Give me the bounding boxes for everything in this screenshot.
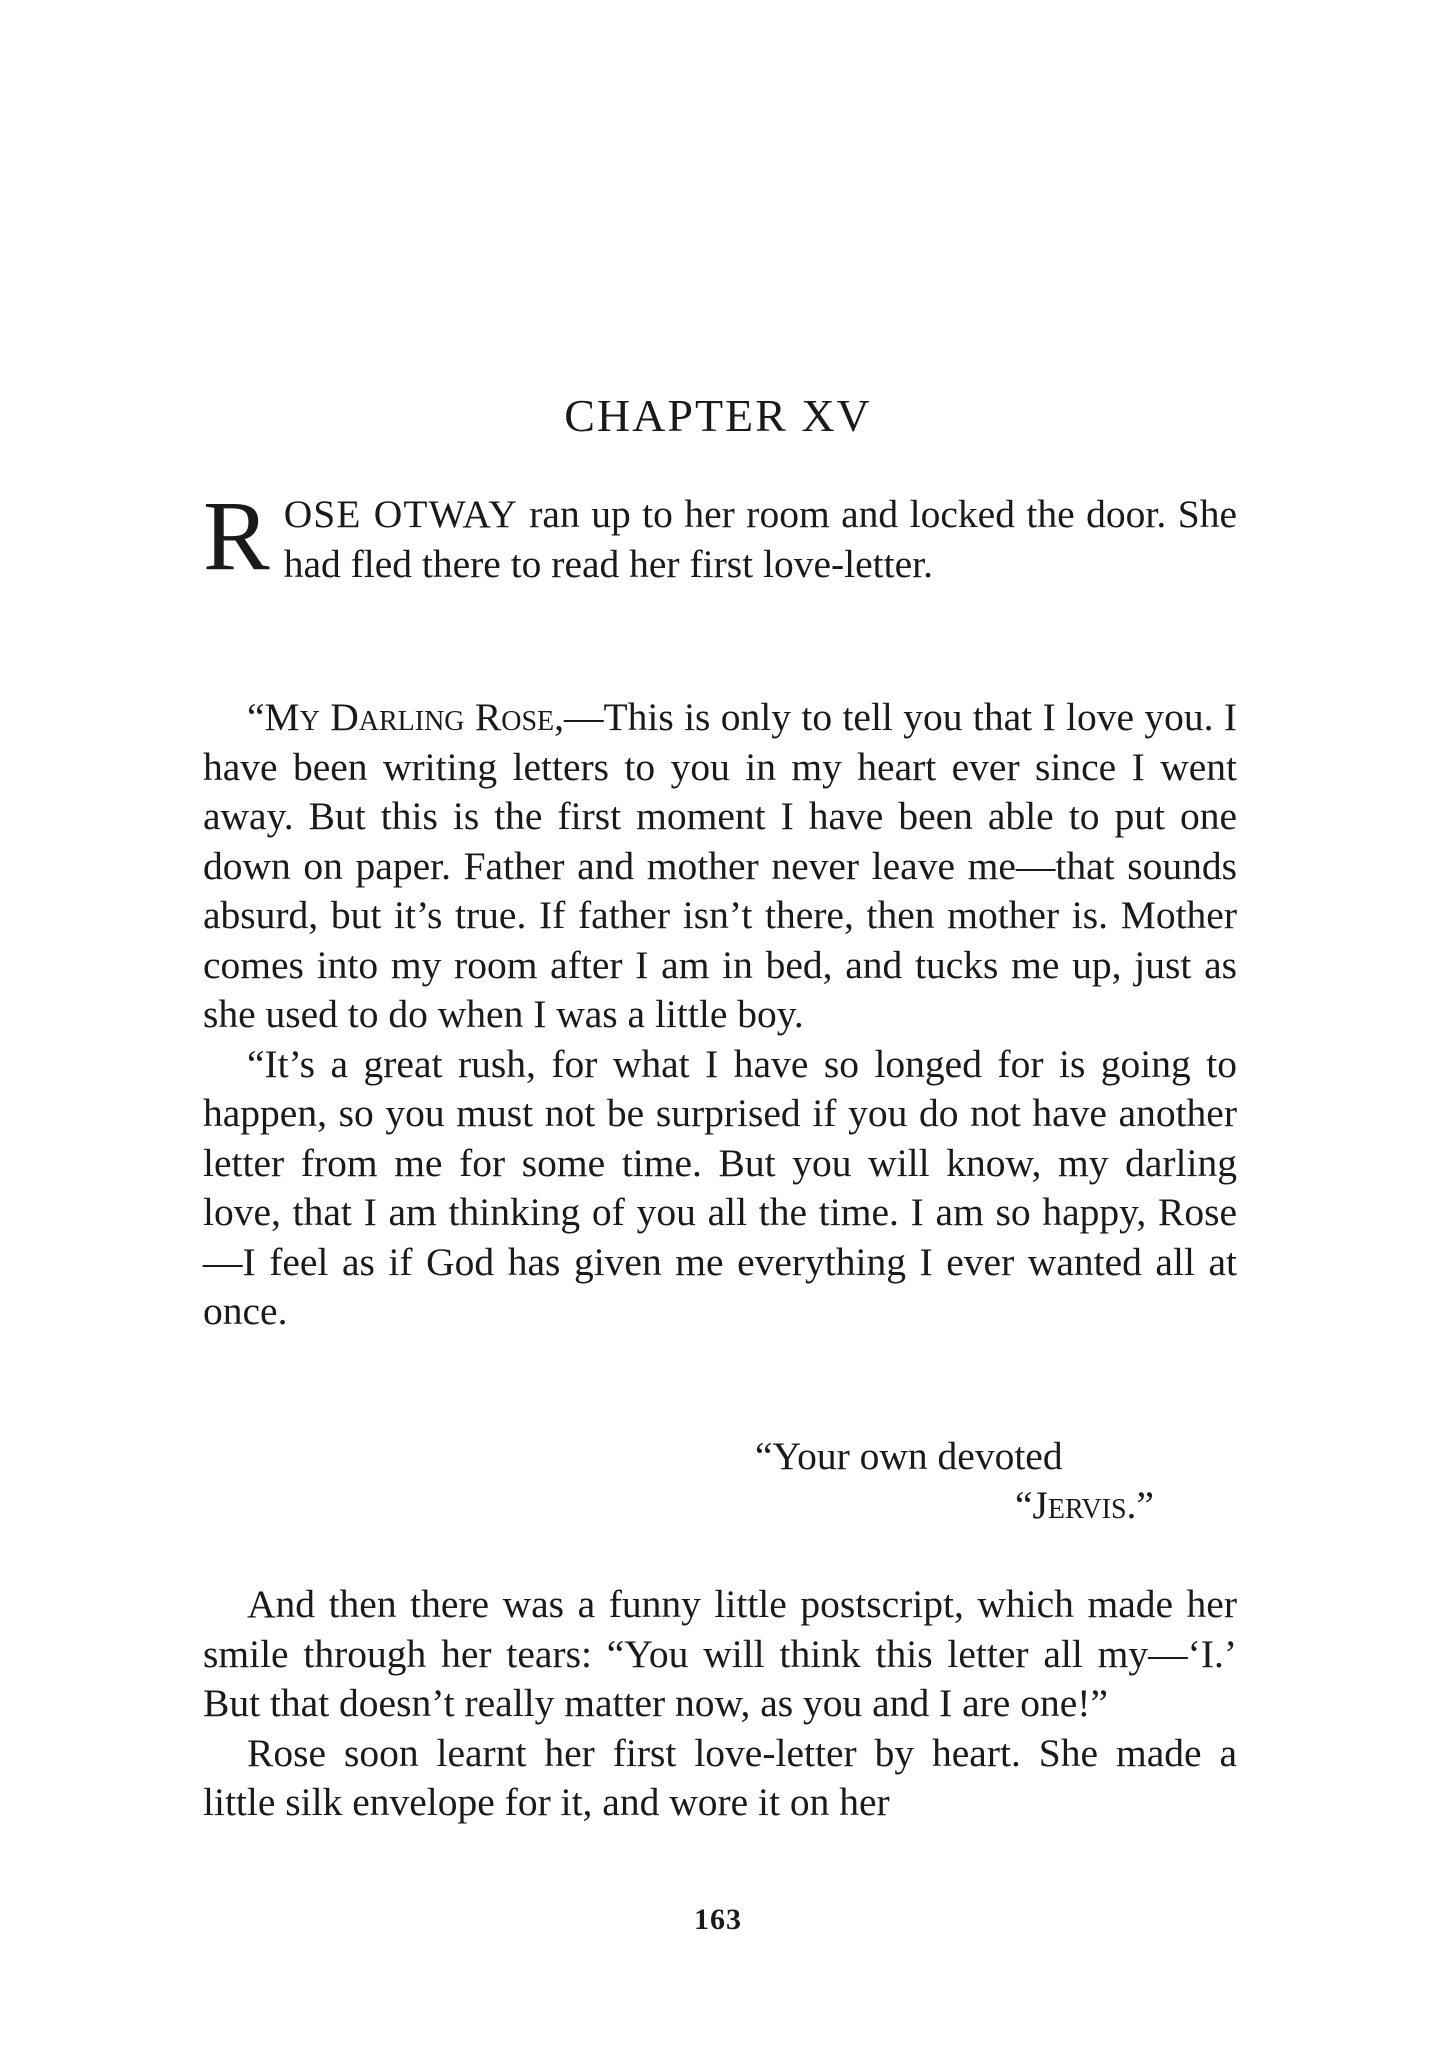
narrative-paragraph: Rose soon learnt her first love-letter by heart. She made a little silk envelope for it, and wore it on her — [203, 1730, 1237, 1824]
opening-caps: OSE OTWAY — [283, 492, 518, 536]
letter-signature: “Jervis.” — [1015, 1483, 1154, 1527]
drop-cap: R — [203, 480, 270, 591]
letter-body — [203, 693, 1237, 1337]
opening-text: ran up to her room and locked the door. She had fled there to read her first love-letter. — [283, 492, 1237, 586]
letter-paragraph — [203, 693, 1237, 1040]
narrative-body — [203, 1580, 1237, 1828]
letter-signoff: “Your own devoted — [755, 1434, 1063, 1478]
opening-paragraph — [203, 480, 1237, 591]
narrative-paragraph: And then there was a funny little postscript, which made her smile through her tears: “You will think this letter all my—‘I.’ But that doesn’t really matter now, as you and I are one!” — [203, 1582, 1237, 1725]
letter-paragraph-text: —This is only to tell you that I love you. I have been writing letters to you in my heart ever since I went away. But this is the first moment I have been able to put one down on paper. Father and mother never leave me—that sounds absurd, but it’s true. If father isn’t there, then mother is. Mother comes into my room after I am in bed, and tucks me up, just as she used to do when I was a little boy. — [203, 695, 1237, 1036]
letter-salutation: “My Darling Rose, — [247, 695, 564, 739]
letter-paragraph: “It’s a great rush, for what I have so longed for is going to happen, so you must not be surprised if you do not have another letter from me for some time. But you will know, my darling love, that I am thinking of you all the time. I am so happy, Rose—I feel as if God has given me everything I ever wanted all at once. — [203, 1041, 1237, 1333]
page-number: 163 — [694, 1903, 742, 1936]
chapter-title: CHAPTER XV — [564, 390, 872, 441]
